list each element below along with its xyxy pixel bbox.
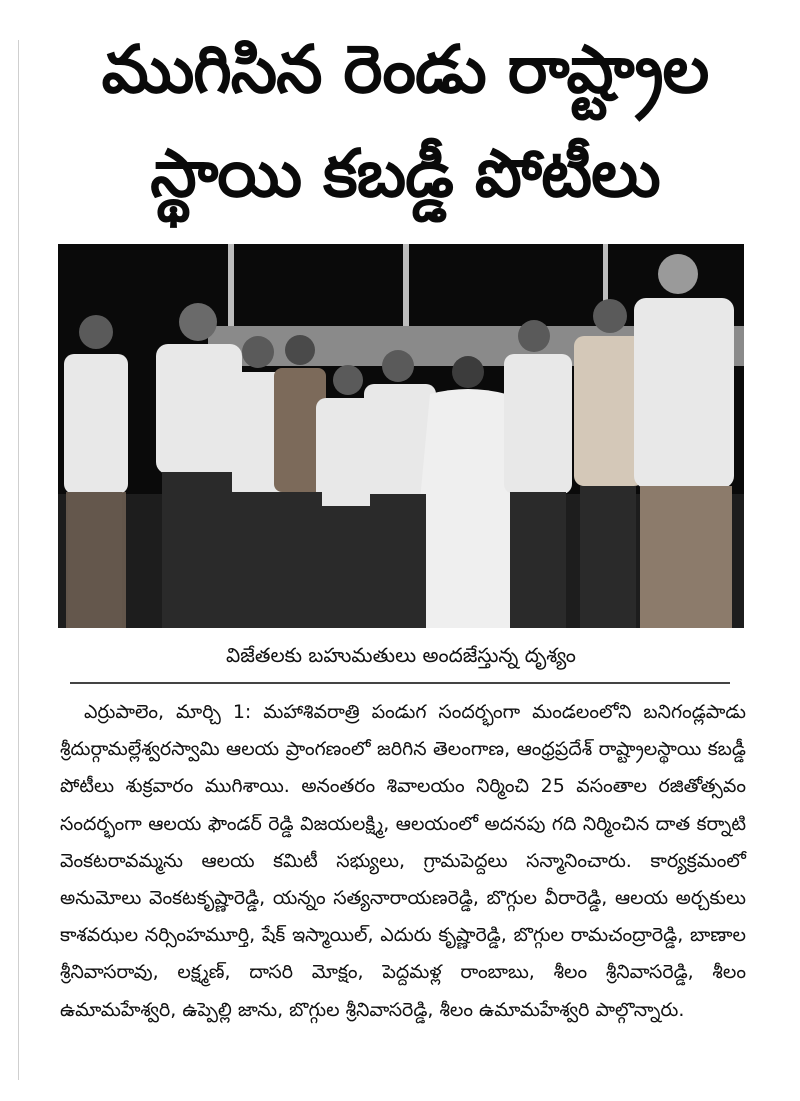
headline: [60, 18, 750, 226]
headline-line-2: స్థాయి కబడ్డీ పోటీలు: [150, 135, 660, 212]
group-photo-icon: [58, 244, 744, 628]
column-rule: [18, 40, 19, 1080]
news-photo: [58, 244, 744, 628]
article-body: ఎర్రుపాలెం, మార్చి 1: మహాశివరాత్రి పండుగ సందర్భంగా మండలంలోని బనిగండ్లపాడు శ్రీదుర్గామల్లేశ్వరస్వామి ఆలయ ప్రాంగణంలో జరిగిన తెలంగాణ, ఆంధ్రప్రదేశ్ రాష్ట్రాలస్థాయి కబడ్డీ పోటీలు శుక్రవారం ముగిశాయి. అనంతరం శివాలయం నిర్మించి 25 వసంతాల రజితోత్సవం సందర్భంగా ఆలయ ఫౌండర్ రెడ్డి విజయలక్ష్మి, ఆలయంలో అదనపు గది నిర్మించిన దాత కర్నాటి వెంకటరావమ్మను ఆలయ కమిటీ సభ్యులు, గ్రామపెద్దలు సన్మానించారు. కార్యక్రమంలో అనుమోలు వెంకటకృష్ణారెడ్డి, యన్నం సత్యనారాయణరెడ్డి, బొగ్గుల వీరారెడ్డి, ఆలయ అర్చకులు కాశవఝల నర్సింహమూర్తి, షేక్ ఇస్మాయిల్, ఎదురు కృష్ణారెడ్డి, బొగ్గుల రామచంద్రారెడ్డి, బాణాల శ్రీనివాసరావు, లక్ష్మణ్, దాసరి మోక్షం, పెద్దమళ్ల రాంబాబు, శీలం శ్రీనివాసరెడ్డి, శీలం ఉమామహేశ్వరి, ఉప్పెల్లి జాను, బొగ్గుల శ్రీనివాసరెడ్డి, శీలం ఉమామహేశ్వరి పాల్గొన్నారు.: [60, 701, 746, 1021]
divider: [70, 682, 730, 684]
headline-line-1: ముగిసిన రెండు రాష్ట్రాల: [101, 31, 709, 108]
photo-caption: విజేతలకు బహుమతులు అందజేస్తున్న దృశ్యం: [226, 643, 576, 667]
